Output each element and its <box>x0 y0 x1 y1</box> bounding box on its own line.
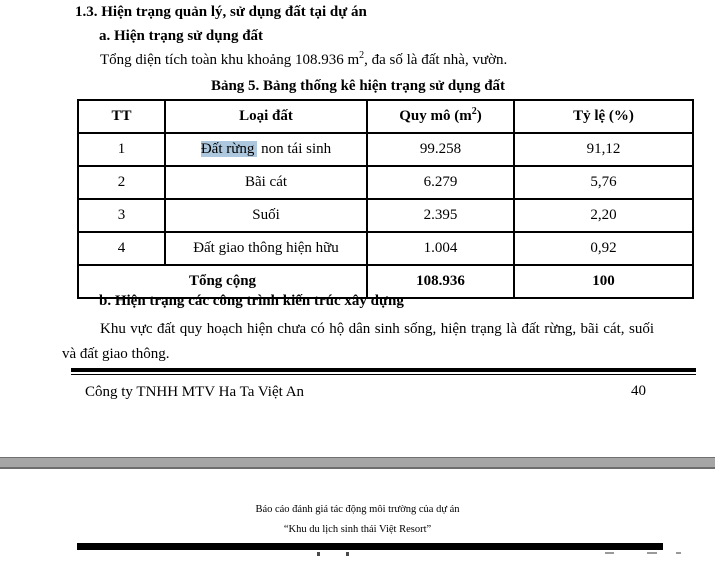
paragraph-total-area-tail: , đa số là đất nhà, vườn. <box>364 52 508 68</box>
cutoff-text-artifact <box>647 552 657 554</box>
cell-total-ratio: 100 <box>514 265 693 298</box>
next-page-header <box>0 500 715 540</box>
paragraph-total-area-text: Tổng diện tích toàn khu khoảng 108.936 m <box>100 52 360 68</box>
cell-area: 1.004 <box>367 232 514 265</box>
cutoff-text-artifact <box>676 552 681 554</box>
header-area-superscript: 2 <box>471 106 477 117</box>
selected-text-highlight: Đất rừng <box>201 141 258 157</box>
table-caption: Bảng 5. Bảng thống kê hiện trạng sử dụng đất <box>210 78 506 94</box>
table-row <box>78 166 693 199</box>
cell-tt: 3 <box>78 199 165 232</box>
page-gap-separator <box>0 457 715 469</box>
cutoff-text-artifact <box>317 552 320 556</box>
paragraph-current-status: Khu vực đất quy hoạch hiện chưa có hộ dân sinh sống, hiện trạng là đất rừng, bãi cát, suối và đất giao thông. <box>62 321 654 362</box>
table-row <box>78 199 693 232</box>
table-header-row <box>78 100 693 133</box>
subsection-a-heading: a. Hiện trạng sử dụng đất <box>99 28 264 44</box>
subsection-b-heading: b. Hiện trạng các công trình kiến trúc xây dựng <box>99 293 404 309</box>
cell-land-type <box>165 133 367 166</box>
header-area-tail: ) <box>476 108 482 124</box>
cutoff-text-artifact <box>346 552 349 556</box>
footer-company-name: Công ty TNHH MTV Ha Ta Việt An <box>85 384 305 400</box>
cell-total-label: Tổng cộng <box>78 265 367 298</box>
superscript-square-meter: 2 <box>359 50 365 61</box>
cell-ratio: 91,12 <box>514 133 693 166</box>
cell-area: 99.258 <box>367 133 514 166</box>
header-cell-ratio: Tỷ lệ (%) <box>514 100 693 133</box>
header-area-text: Quy mô (m <box>399 108 472 124</box>
cell-area: 6.279 <box>367 166 514 199</box>
footer-page-number: 40 <box>631 383 646 399</box>
land-use-table <box>77 99 694 299</box>
footer-separator-thin-rule <box>71 374 696 375</box>
next-page-header-rule <box>77 543 663 550</box>
header-cell-area <box>367 100 514 133</box>
cell-land-type: Suối <box>165 199 367 232</box>
table-row <box>78 133 693 166</box>
next-page-header-line1: Báo cáo đánh giá tác động môi trường của dự án <box>255 504 460 515</box>
table-row <box>78 232 693 265</box>
footer-separator-thick-rule <box>71 368 696 372</box>
cell-area: 2.395 <box>367 199 514 232</box>
cell-tt: 1 <box>78 133 165 166</box>
header-cell-type: Loại đất <box>165 100 367 133</box>
header-cell-tt: TT <box>78 100 165 133</box>
cell-land-type: Bãi cát <box>165 166 367 199</box>
cell-total-area: 108.936 <box>367 265 514 298</box>
paragraph-total-area <box>100 52 507 69</box>
cell-ratio: 0,92 <box>514 232 693 265</box>
cell-land-type-rest: non tái sinh <box>257 141 332 157</box>
cell-ratio: 2,20 <box>514 199 693 232</box>
cell-tt: 4 <box>78 232 165 265</box>
cell-ratio: 5,76 <box>514 166 693 199</box>
cutoff-text-artifact <box>605 552 614 554</box>
next-page-header-line2: “Khu du lịch sinh thái Việt Resort” <box>283 524 432 535</box>
cell-land-type: Đất giao thông hiện hữu <box>165 232 367 265</box>
cell-tt: 2 <box>78 166 165 199</box>
section-heading-1-3: 1.3. Hiện trạng quản lý, sử dụng đất tại dự án <box>75 4 367 20</box>
